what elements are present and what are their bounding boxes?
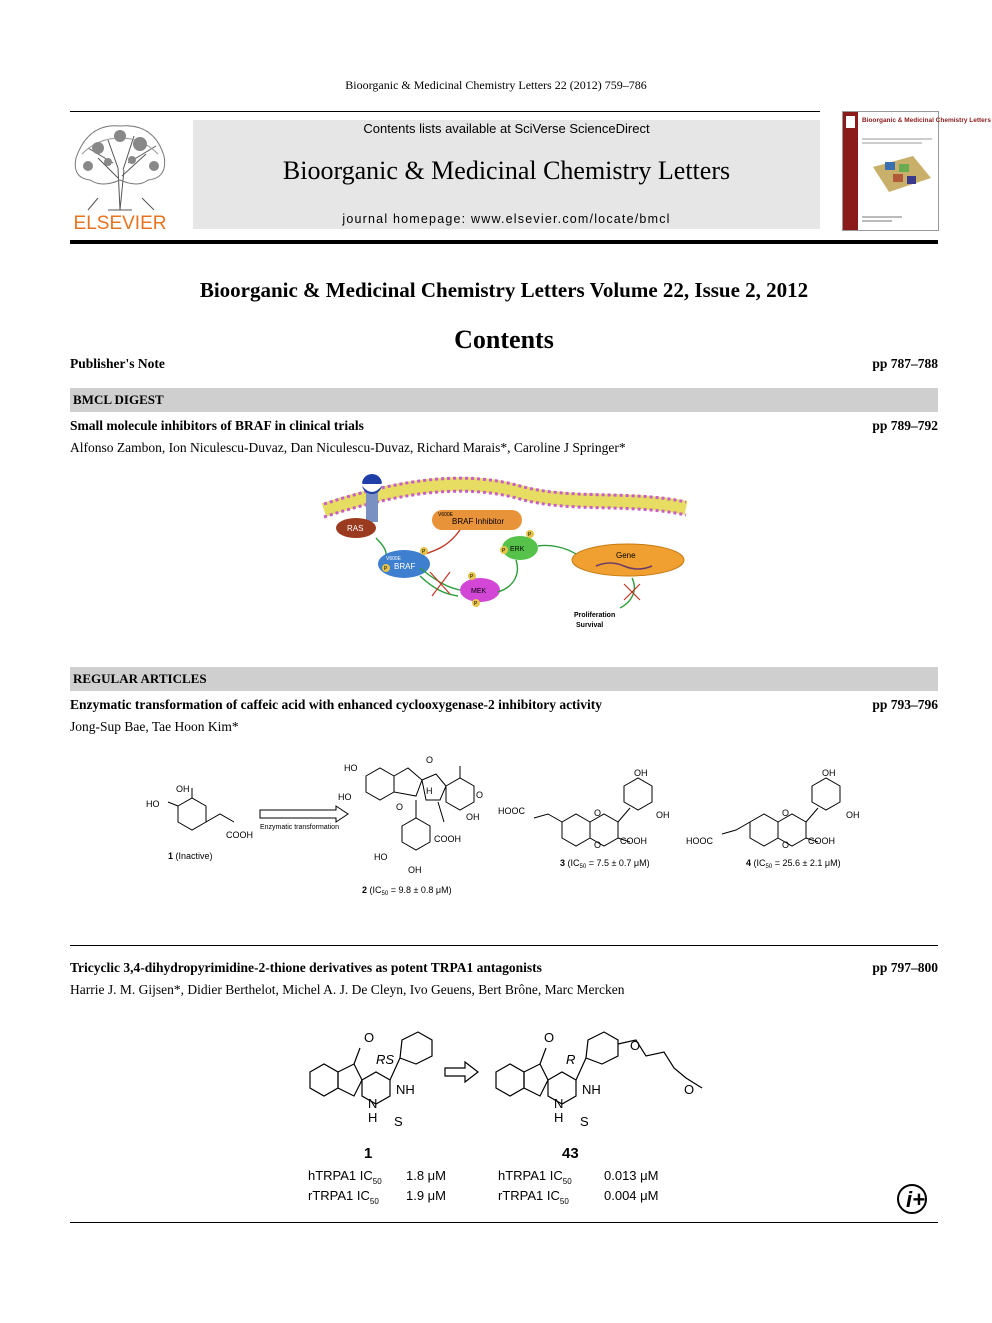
compound-1-label: 1 (Inactive): [168, 851, 213, 861]
label-cooh: COOH: [226, 830, 253, 840]
label-oh: OH: [408, 865, 422, 875]
label-n: N: [368, 1096, 378, 1111]
label-hooc: HOOC: [686, 836, 713, 846]
c43-htrpa1: hTRPA1 $IC_{50}$: [498, 1168, 572, 1186]
svg-text:P: P: [470, 574, 474, 580]
caffeic-acid-scheme: [140, 756, 880, 911]
braf-label: BRAF: [394, 562, 416, 571]
article-pages: pp 789–792: [872, 418, 938, 433]
c43-rtrpa1-value: 0.004 μM: [604, 1188, 659, 1203]
braf-pathway-graphic: [320, 472, 690, 642]
label-oh: OH: [656, 810, 670, 820]
contents-heading: Contents: [454, 325, 554, 354]
erk-label: ERK: [510, 546, 525, 553]
c1-htrpa1: hTRPA1 $IC_{50}$: [308, 1168, 382, 1186]
section-bmcl-digest: [70, 388, 938, 412]
article-pages: pp 793–796: [872, 697, 938, 712]
journal-title: Bioorganic & Medicinal Chemistry Letters: [282, 156, 731, 185]
info-glyph: i+: [906, 1187, 925, 1212]
compound-4-label: 4 ($IC_{50} = 25.6 \pm 2.1$ μM): [746, 858, 841, 870]
article-separator: [70, 945, 938, 946]
article-pages: pp 797–800: [872, 960, 938, 975]
label-h: H: [554, 1110, 564, 1125]
arrow-label: Enzymatic transformation: [260, 824, 339, 831]
svg-text:P: P: [474, 601, 478, 607]
mek-label: MEK: [471, 588, 487, 595]
label-o: O: [782, 840, 790, 850]
elsevier-logo: [68, 118, 172, 233]
journal-homepage[interactable]: journal homepage: www.elsevier.com/locate/bmcl: [342, 212, 671, 226]
publishers-note-pages: pp 787–788: [872, 356, 938, 371]
compound-2-label: 2 ($IC_{50} = 9.8 \pm 0.8$ μM): [362, 885, 452, 897]
article-separator: [70, 1222, 938, 1223]
label-ho: HO: [344, 763, 358, 773]
label-o: O: [396, 802, 404, 812]
c1-rtrpa1: rTRPA1 $IC_{50}$: [308, 1188, 379, 1206]
label-oh: OH: [176, 784, 190, 794]
label-s: S: [394, 1114, 403, 1129]
label-rs: RS: [376, 1052, 395, 1067]
gene-label: Gene: [616, 551, 636, 560]
article-title[interactable]: Tricyclic 3,4-dihydropyrimidine-2-thione derivatives as potent TRPA1 antagonists: [70, 960, 542, 975]
label-o: O: [630, 1038, 641, 1053]
label-h: H: [426, 786, 433, 796]
label-hooc: HOOC: [498, 806, 525, 816]
c1-rtrpa1-value: 1.9 μM: [406, 1188, 447, 1203]
label-o: O: [594, 840, 602, 850]
publishers-note-title[interactable]: Publisher's Note: [70, 356, 165, 371]
outcome-survival: Survival: [576, 622, 604, 629]
outcome-proliferation: Proliferation: [574, 612, 616, 619]
journal-cover: [842, 111, 991, 231]
label-ho: HO: [374, 852, 388, 862]
info-plus-icon[interactable]: [896, 1180, 940, 1221]
section-regular-articles: [70, 667, 938, 691]
label-oh: OH: [822, 768, 836, 778]
label-cooh: COOH: [434, 834, 461, 844]
label-cooh: COOH: [620, 836, 647, 846]
compound-1-label: 1: [364, 1145, 373, 1162]
elsevier-tree-icon: [68, 118, 172, 233]
compound-43-label: 43: [562, 1145, 579, 1162]
article-title[interactable]: Enzymatic transformation of caffeic acid with enhanced cyclooxygenase-2 inhibitory activity: [70, 697, 603, 712]
label-r: R: [566, 1052, 576, 1067]
label-ho: HO: [338, 792, 352, 802]
label-ho: HO: [146, 799, 160, 809]
running-header: Bioorganic & Medicinal Chemistry Letters 22 (2012) 759–786: [345, 78, 647, 92]
article-title[interactable]: Small molecule inhibitors of BRAF in clinical trials: [70, 418, 364, 433]
inhibitor-label: BRAF Inhibitor: [452, 517, 505, 526]
inhibitor-prefix: V600E: [438, 512, 454, 518]
section-label: BMCL DIGEST: [73, 392, 164, 407]
article-authors: Jong-Sup Bae, Tae Hoon Kim*: [70, 719, 239, 734]
masthead-bottom-rule: [70, 240, 938, 244]
svg-text:P: P: [528, 532, 532, 538]
trpa1-scheme: [300, 1022, 720, 1217]
gene-node: [572, 544, 684, 576]
label-s: S: [580, 1114, 589, 1129]
c1-htrpa1-value: 1.8 μM: [406, 1168, 447, 1183]
label-oh: OH: [634, 768, 648, 778]
label-o: O: [364, 1030, 375, 1045]
article-authors: Alfonso Zambon, Ion Niculescu-Duvaz, Dan Niculescu-Duvaz, Richard Marais*, Caroline J Springer*: [70, 440, 626, 455]
article-authors: Harrie J. M. Gijsen*, Didier Berthelot, Michel A. J. De Cleyn, Ivo Geuens, Bert Brône, Marc Mercken: [70, 982, 625, 997]
label-o: O: [782, 808, 790, 818]
label-o: O: [476, 790, 484, 800]
label-o: O: [684, 1082, 695, 1097]
elsevier-wordmark: ELSEVIER: [73, 213, 167, 234]
label-o: O: [426, 755, 434, 765]
masthead-top-rule: [70, 111, 820, 112]
compound-3-label: 3 ($IC_{50} = 7.5 \pm 0.7$ μM): [560, 858, 650, 870]
label-h: H: [368, 1110, 378, 1125]
section-label: REGULAR ARTICLES: [73, 671, 207, 686]
contents-available-text: Contents lists available at SciVerse ScienceDirect: [363, 121, 650, 136]
svg-text:P: P: [502, 548, 506, 554]
volume-line: Bioorganic & Medicinal Chemistry Letters Volume 22, Issue 2, 2012: [199, 278, 809, 302]
braf-prefix: V600E: [386, 556, 402, 562]
label-oh: OH: [846, 810, 860, 820]
label-o: O: [594, 808, 602, 818]
ras-label: RAS: [347, 524, 364, 533]
label-nh: NH: [396, 1082, 415, 1097]
label-n: N: [554, 1096, 564, 1111]
label-nh: NH: [582, 1082, 601, 1097]
label-oh: OH: [466, 812, 480, 822]
label-cooh: COOH: [808, 836, 835, 846]
cover-title: Bioorganic & Medicinal Chemistry Letters: [862, 117, 991, 124]
svg-text:P: P: [422, 549, 426, 555]
c43-htrpa1-value: 0.013 μM: [604, 1168, 659, 1183]
c43-rtrpa1: rTRPA1 $IC_{50}$: [498, 1188, 569, 1206]
label-o: O: [544, 1030, 555, 1045]
svg-text:P: P: [384, 566, 388, 572]
